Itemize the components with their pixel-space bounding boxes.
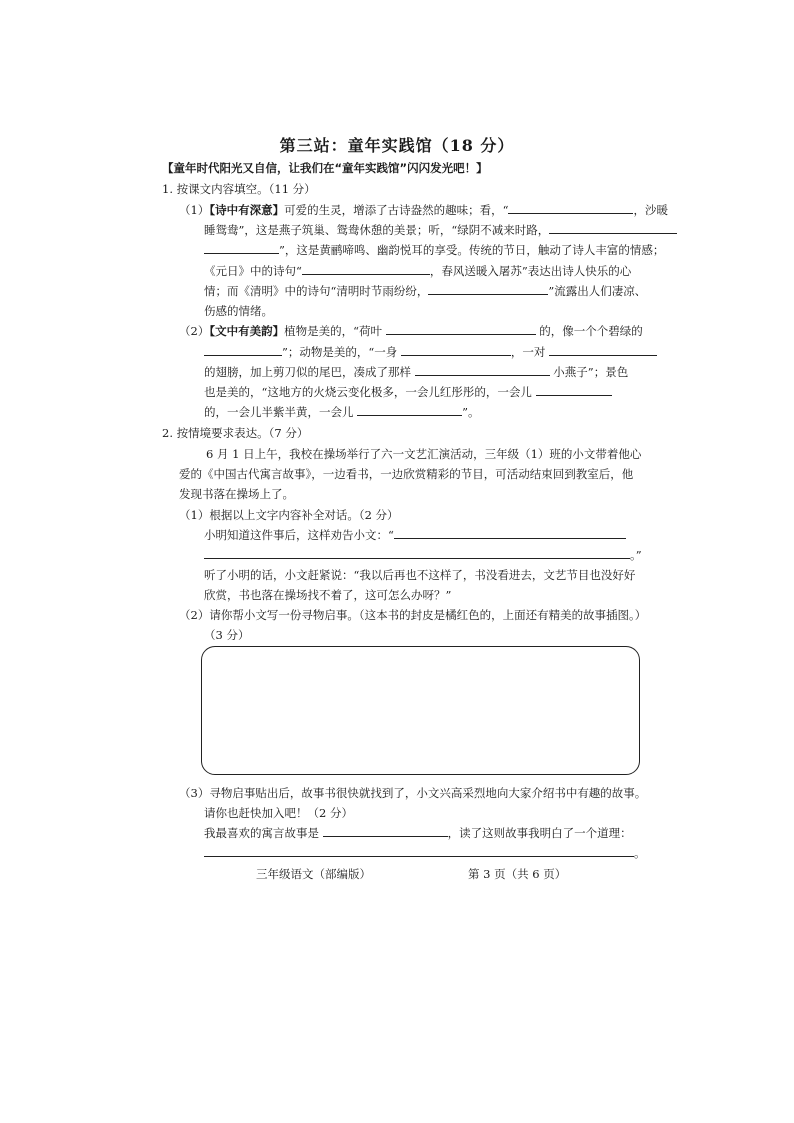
answer-blank[interactable] [204,240,279,254]
answer-blank[interactable] [302,261,430,275]
q1-1-line1: （1）【诗中有深意】可爱的生灵，增添了古诗盎然的趣味；看，“ ，沙暖 [179,200,668,220]
q1-1-line5: 情；而《清明》中的诗句“清明时节雨纷纷， ”流露出人们凄凉、 [204,281,646,301]
q1-1-line3: ”，这是黄鹂啼鸣、幽韵悦耳的享受。传统的节日，触动了诗人丰富的情感； [204,240,664,260]
answer-blank[interactable] [357,402,462,416]
section-title: 第三站：童年实践馆（18 分） [279,136,515,155]
answer-blank[interactable] [386,321,536,335]
q1-1-label: （1） [179,203,210,217]
q2-1-line3: 听了小明的话，小文赶紧说：“我以后再也不这样了，书没看进去，文艺节目也没好好 [204,568,636,582]
q1-1-line4: 《元日》中的诗句“ ，春风送暖入屠苏”表达出诗人快乐的心 [204,261,631,281]
answer-blank[interactable] [204,342,282,356]
q2-3-line4: 。 [204,843,646,863]
q1-heading: 1. 按课文内容填空。（11 分） [162,182,316,196]
answer-blank[interactable] [549,342,657,356]
q2-3-line2: 请你也赶快加入吧！（2 分） [204,806,353,820]
answer-blank[interactable] [508,200,633,214]
q2-story-line2: 爱的《中国古代寓言故事》，一边看书，一边欣赏精彩的节目，可活动结束回到教室后，他 [179,467,634,481]
q1-2-line3: 的翅膀，加上剪刀似的尾巴，凑成了那样 小燕子”；景色 [204,362,628,382]
answer-blank[interactable] [323,823,448,837]
answer-blank[interactable] [204,843,634,857]
answer-blank[interactable] [394,525,626,539]
footer-subject: 三年级语文（部编版） [256,867,371,881]
answer-blank[interactable] [536,382,612,396]
answer-blank[interactable] [549,220,677,234]
footer-page-number: 第 3 页（共 6 页） [468,867,567,881]
answer-blank[interactable] [204,545,630,559]
q2-2-score: （3 分） [204,628,250,642]
q1-1-tag: 【诗中有深意】 [209,203,285,217]
q2-story-line1: 6 月 1 日上午，我校在操场举行了六一文艺汇演活动，三年级（1）班的小文带着他心 [206,447,642,461]
q2-3-heading: （3）寻物启事贴出后，故事书很快就找到了，小文兴高采烈地向大家介绍书中有趣的故事。 [179,786,647,800]
q2-1-heading: （1）根据以上文字内容补全对话。（2 分） [179,508,399,522]
section-intro: 【童年时代阳光又自信，让我们在“童年实践馆”闪闪发光吧！】 [162,161,488,175]
answer-blank[interactable] [415,362,550,376]
answer-blank[interactable] [401,342,511,356]
q2-1-line1: 小明知道这件事后，这样劝告小文：“ [204,525,626,545]
q2-heading: 2. 按情境要求表达。（7 分） [162,426,309,440]
q1-2-tag: 【文中有美韵】 [209,324,285,338]
q2-story-line3: 发现书落在操场上了。 [179,487,294,501]
q1-2-line4: 也是美的，“这地方的火烧云变化极多，一会儿红彤彤的，一会儿 [204,382,612,402]
q1-2-label: （2） [179,324,210,338]
q2-3-line3: 我最喜欢的寓言故事是 ，读了这则故事我明白了一个道理： [204,823,632,843]
q2-1-line4: 欣赏，书也落在操场找不着了，这可怎么办呀？” [204,588,452,602]
q2-1-line2: 。” [204,545,642,565]
q1-2-line2: ”；动物是美的，“一身 ，一对 [204,342,657,362]
q1-2-line1: （2）【文中有美韵】植物是美的，“荷叶 的，像一个个碧绿的 [179,321,643,341]
q1-1-line2: 睡鸳鸯”，这是燕子筑巢、鸳鸯休憩的美景；听，“绿阴不减来时路， [204,220,677,240]
lost-notice-answer-box[interactable] [201,646,640,775]
answer-blank[interactable] [428,281,548,295]
q2-2-heading: （2）请你帮小文写一份寻物启事。（这本书的封皮是橘红色的，上面还有精美的故事插图。） [179,608,647,622]
q1-1-line6: 伤感的情绪。 [204,304,273,318]
q1-2-line5: 的，一会儿半紫半黄，一会儿 ”。 [204,402,480,422]
